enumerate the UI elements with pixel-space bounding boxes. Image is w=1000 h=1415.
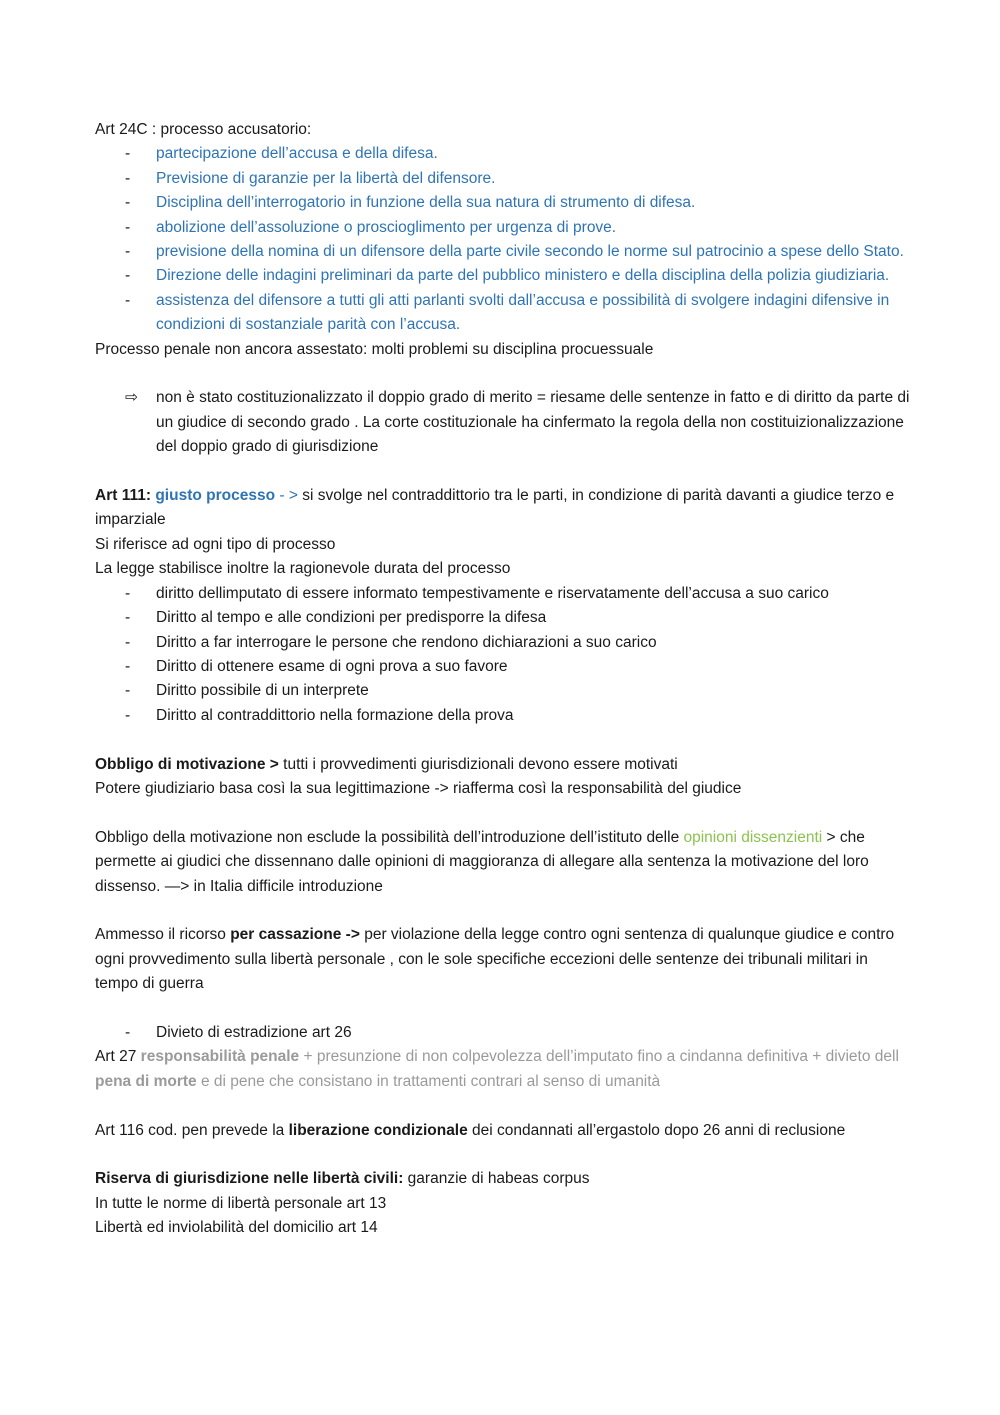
art24-heading: Art 24C : processo accusatorio: <box>95 121 312 138</box>
paragraph: Processo penale non ancora assestato: molti problemi su disciplina procuessuale <box>95 340 654 358</box>
list-item: - Diritto di ottenere esame di ogni prova a suo favore <box>125 657 508 675</box>
art111-paragraph: Art 111: giusto processo - > si svolge nel contraddittorio tra le parti, in condizione di parità davanti a giudice terzo e imparziale <box>95 487 895 529</box>
arrow-icon: ⇨ <box>125 389 138 407</box>
paragraph: Libertà ed inviolabilità del domicilio art 14 <box>95 1219 378 1237</box>
list-item: - Diritto a far interrogare le persone che rendono dichiarazioni a suo carico <box>125 633 657 651</box>
list-item: - Disciplina dell’interrogatorio in funzione della sua natura di strumento di difesa. <box>125 194 696 212</box>
riserva-giurisdizione-line: Riserva di giurisdizione nelle libertà civili: garanzie di habeas corpus <box>95 1170 590 1188</box>
list-item: - Diritto possibile di un interprete <box>125 682 369 700</box>
list-item: - Direzione delle indagini preliminari da parte del pubblico ministero e della disciplina della polizia giudiziaria. <box>125 267 890 285</box>
document-page <box>95 118 910 1241</box>
list-item: - Divieto di estradizione art 26 <box>125 1023 352 1041</box>
list-item: - previsione della nomina di un difensore della parte civile secondo le norme sul patrocinio a spese dello Stato. <box>125 243 904 261</box>
list-item: - Diritto al tempo e alle condizioni per predisporre la difesa <box>125 609 547 627</box>
paragraph: In tutte le norme di libertà personale art 13 <box>95 1194 387 1212</box>
paragraph: Si riferisce ad ogni tipo di processo <box>95 535 336 553</box>
art27-paragraph: Art 27 responsabilità penale + presunzione di non colpevolezza dell’imputato fino a cindanna definitiva + divieto dell pena di morte e di pene che consistano in trattamenti contrari al senso di umanità <box>95 1048 899 1090</box>
list-item: - abolizione dell’assoluzione o proscioglimento per urgenza di prove. <box>125 218 617 236</box>
arrow-list-item: ⇨ non è stato costituzionalizzato il doppio grado di merito = riesame delle sentenze in fatto e di diritto da parte di un giudice di secondo grado . La corte costituzionale ha cinfermato la regola della non costituizionalizzazione del doppio grado di giurisdizione <box>95 386 910 459</box>
list-item: - Diritto al contraddittorio nella formazione della prova <box>125 706 514 724</box>
list-item: - Previsione di garanzie per la libertà del difensore. <box>125 169 496 187</box>
art116-paragraph: Art 116 cod. pen prevede la liberazione condizionale dei condannati all’ergastolo dopo 26 anni di reclusione <box>95 1121 846 1139</box>
paragraph: La legge stabilisce inoltre la ragionevole durata del processo <box>95 560 511 578</box>
list-item: - assistenza del difensore a tutti gli atti parlanti svolti dall’accusa e possibilità di svolgere indagini difensive in condizioni di sostanziale parità con l’accusa. <box>125 291 890 334</box>
paragraph: Potere giudiziario basa così la sua legittimazione -> riafferma così la responsabilità del giudice <box>95 779 742 797</box>
giusto-processo-heading: giusto processo <box>155 487 276 505</box>
cassazione-paragraph: Ammesso il ricorso per cassazione -> per violazione della legge contro ogni sentenza di qualunque giudice e contro ogni provvedimento sulla libertà personale , con le sole specifiche eccezioni delle sentenze dei tribunali militari in tempo di guerra <box>95 926 895 993</box>
opinioni-dissenzienti-paragraph: Obbligo della motivazione non esclude la possibilità dell’introduzione dell’istituto delle opinioni dissenzienti > che permette ai giudici che dissennano dalle opinioni di maggioranza di allegare alla sentenza la motivazione del loro dissenso. —> in Italia difficile introduzione <box>95 828 869 895</box>
obbligo-motivazione-line: Obbligo di motivazione > tutti i provvedimenti giurisdizionali devono essere motivati <box>95 755 678 773</box>
list-item: - partecipazione dell’accusa e della difesa. <box>125 145 438 163</box>
list-item: - diritto dellimputato di essere informato tempestivamente e riservatamente dell’accusa a suo carico <box>125 584 829 602</box>
